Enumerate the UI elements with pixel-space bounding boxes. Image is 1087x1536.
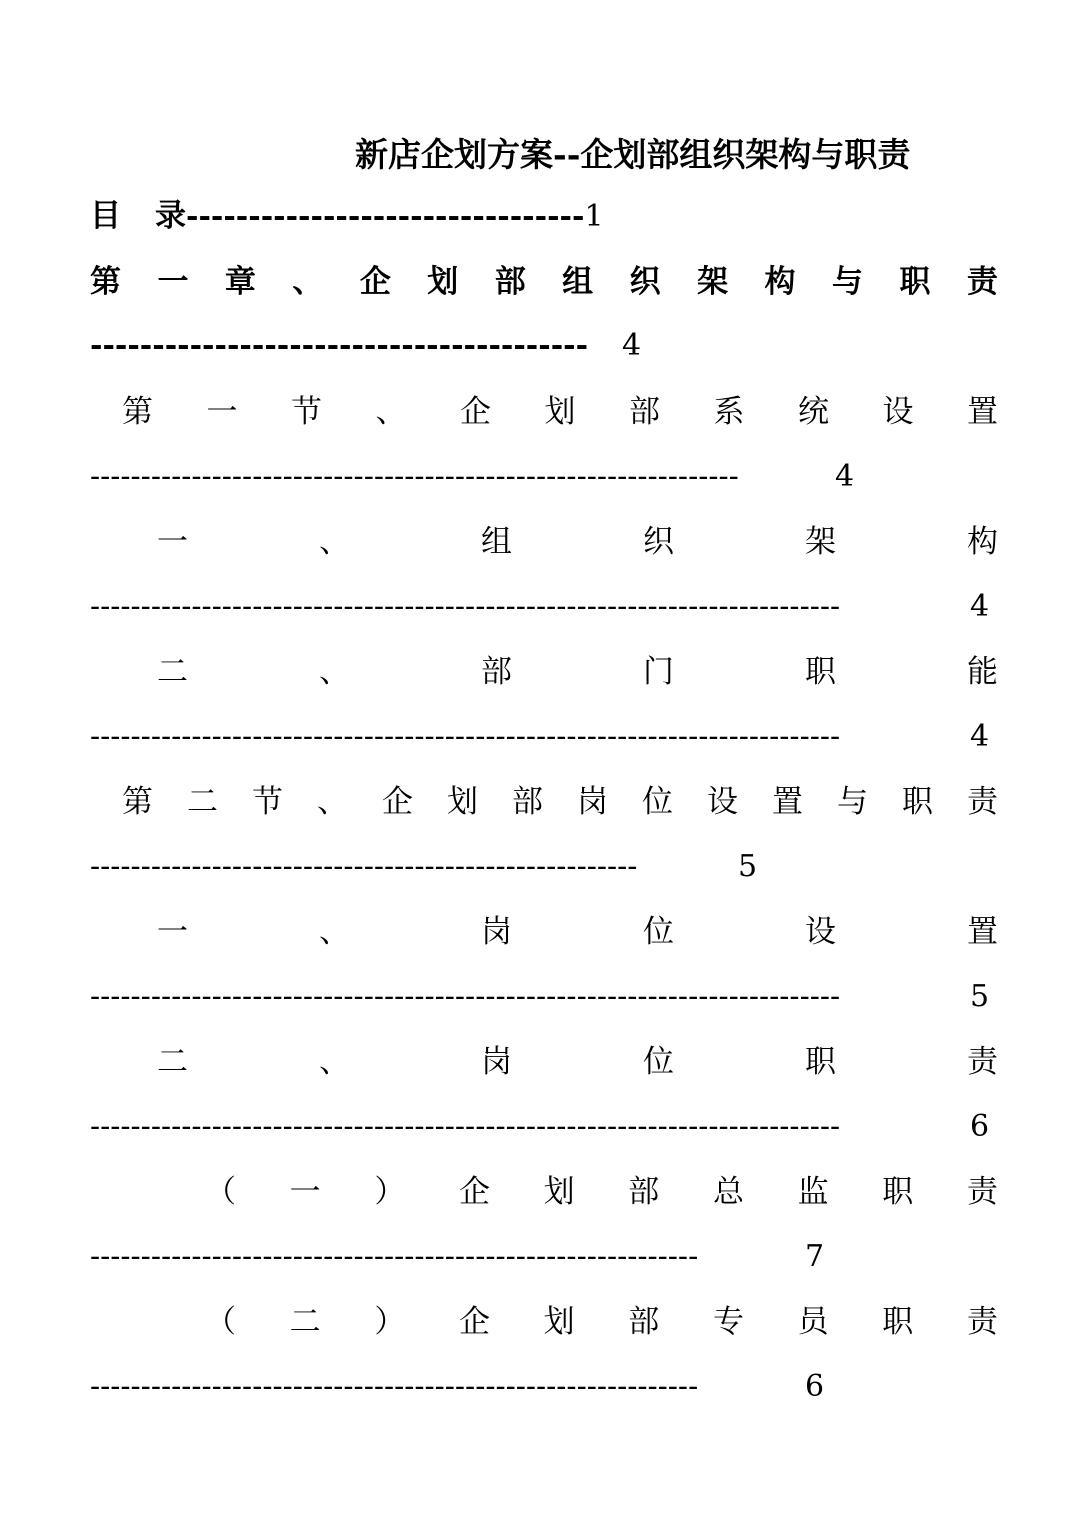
toc-entry-char: 与 [837,784,868,820]
toc-entry-char: 监 [797,1174,829,1210]
toc-entry-char: 部 [512,784,543,820]
toc-entry-char: 第 [122,784,153,820]
toc-entry-char: ） [374,1174,406,1210]
toc-entry-char: 岗 [481,914,512,950]
toc-entry-char: 、 [319,1044,350,1080]
toc-entry-char: 企 [460,394,491,430]
toc-entry-section-2-leader: ------------------------------------------------------ 5 [90,849,758,884]
toc-entry-char: 组 [562,264,594,300]
toc-entry-char: 一 [157,264,189,300]
toc-entry-subitem-1-leader: ------------------------------------------------------------ 7 [90,1239,825,1274]
toc-entry-char: 划 [427,264,459,300]
toc-entry-item-1-1[interactable] [157,518,998,566]
toc-entry-char: 部 [494,264,526,300]
toc-entry-char: （ [205,1174,236,1210]
toc-entry-char: 企 [359,264,391,300]
toc-entry-char: 员 [797,1304,829,1340]
toc-entry-section-1-leader: ---------------------------------------------------------------- 4 [90,459,855,494]
toc-entry-char: 统 [798,394,829,430]
toc-entry-item-1-2[interactable] [157,648,998,696]
document-title: 新店企划方案--企划部组织架构与职责 [355,135,911,174]
toc-entry-subitem-1-page: 7 [805,1239,825,1274]
toc-entry-char: 企 [458,1174,490,1210]
toc-entry-char: 置 [772,784,803,820]
toc-entry-item-2-2[interactable] [157,1038,998,1086]
toc-entry-char: 责 [967,1044,998,1080]
toc-entry-subitem-1[interactable] [205,1168,998,1216]
toc-entry-char: 一 [157,524,188,560]
toc-entry-char: 节 [252,784,283,820]
toc-entry-chapter-1-page: 4 [622,328,642,363]
toc-entry-char: 织 [643,524,674,560]
toc-entry-char: 责 [967,784,998,820]
toc-entry-char: 企 [382,784,413,820]
toc-entry-char: 一 [289,1174,321,1210]
toc-entry-char: 章 [224,264,256,300]
toc-entry-char: 能 [967,654,998,690]
toc-entry-char: 构 [967,524,998,560]
toc-heading-char-2: 录 [155,198,186,234]
toc-entry-item-1-1-leader: -------------------------------------------------------------------------- 4 [90,589,990,624]
toc-entry-char: 划 [544,394,576,430]
toc-entry-char: 二 [289,1304,321,1340]
toc-heading-page: 1 [584,199,604,234]
toc-entry-char: 架 [697,264,729,300]
toc-entry-char: 位 [642,784,673,820]
toc-entry-char: 设 [805,914,836,950]
toc-entry-char: 划 [447,784,478,820]
toc-entry-char: 构 [764,264,796,300]
toc-entry-char: 置 [967,394,998,430]
toc-entry-char: 职 [805,1044,836,1080]
toc-entry-char: 部 [628,1304,660,1340]
toc-entry-item-1-2-page: 4 [970,719,990,754]
toc-entry-char: 第 [90,264,121,300]
toc-entry-section-2-page: 5 [738,849,758,884]
toc-entry-char: 责 [966,1304,998,1340]
toc-entry-char: 位 [643,1044,674,1080]
toc-entry-char: （ [205,1304,236,1340]
toc-entry-char: 职 [902,784,933,820]
toc-entry-char: 二 [157,1044,188,1080]
toc-entry-char: 门 [643,654,674,690]
toc-entry-char: 架 [805,524,836,560]
toc-entry-char: 、 [292,264,324,300]
toc-entry-char: 组 [481,524,512,560]
toc-entry-char: 责 [966,1174,998,1210]
toc-entry-item-2-1-leader: -------------------------------------------------------------------------- 5 [90,979,990,1014]
toc-entry-char: 设 [707,784,738,820]
toc-entry-item-1-1-page: 4 [970,589,990,624]
toc-entry-char: 、 [319,914,350,950]
toc-entry-char: 职 [882,1304,914,1340]
toc-entry-char: 划 [543,1304,575,1340]
toc-entry-subitem-2[interactable] [205,1298,998,1346]
toc-entry-char: 二 [187,784,218,820]
toc-entry-char: ） [374,1304,406,1340]
toc-entry-char: 与 [831,264,863,300]
toc-entry-item-2-1[interactable] [157,908,998,956]
toc-entry-char: 二 [157,654,188,690]
toc-entry-char: 专 [712,1304,744,1340]
toc-entry-char: 岗 [577,784,608,820]
toc-entry-item-2-2-page: 6 [970,1109,990,1144]
toc-entry-char: 职 [805,654,836,690]
toc-entry-char: 一 [157,914,188,950]
toc-entry-char: 企 [458,1304,490,1340]
toc-entry-section-1[interactable] [122,388,998,436]
toc-entry-subitem-2-page: 6 [805,1369,825,1404]
toc-entry-chapter-1[interactable] [90,258,998,306]
toc-entry-char: 、 [317,784,348,820]
toc-entry-section-2[interactable] [122,778,998,826]
toc-entry-char: 一 [206,394,238,430]
toc-entry-char: 划 [543,1174,575,1210]
toc-entry-item-2-2-leader: -------------------------------------------------------------------------- 6 [90,1109,990,1144]
toc-entry-char: 部 [629,394,660,430]
toc-heading-leader: -------------------------------- [186,199,585,234]
toc-entry-char: 总 [712,1174,744,1210]
toc-entry-char: 职 [899,264,931,300]
toc-entry-char: 、 [319,654,350,690]
toc-entry-item-1-2-leader: -------------------------------------------------------------------------- 4 [90,719,990,754]
toc-entry-char: 设 [882,394,914,430]
toc-entry-char: 、 [375,394,407,430]
toc-entry-chapter-1-leader: ---------------------------------------- 4 [90,328,642,363]
toc-entry-item-2-1-page: 5 [970,979,990,1014]
toc-entry-char: 置 [967,914,998,950]
toc-entry-section-1-page: 4 [835,459,855,494]
toc-entry-char: 织 [629,264,661,300]
toc-entry-char: 位 [643,914,674,950]
toc-entry-char: 部 [481,654,512,690]
toc-entry-char: 节 [291,394,322,430]
toc-entry-char: 责 [966,264,998,300]
toc-entry-char: 部 [628,1174,660,1210]
toc-entry-char: 岗 [481,1044,512,1080]
toc-entry-char: 第 [122,394,153,430]
toc-heading-line [90,192,604,241]
toc-entry-subitem-2-leader: ------------------------------------------------------------ 6 [90,1369,825,1404]
toc-entry-char: 、 [319,524,350,560]
toc-entry-char: 职 [882,1174,914,1210]
toc-heading-char-1: 目 [90,198,121,234]
toc-entry-char: 系 [713,394,745,430]
